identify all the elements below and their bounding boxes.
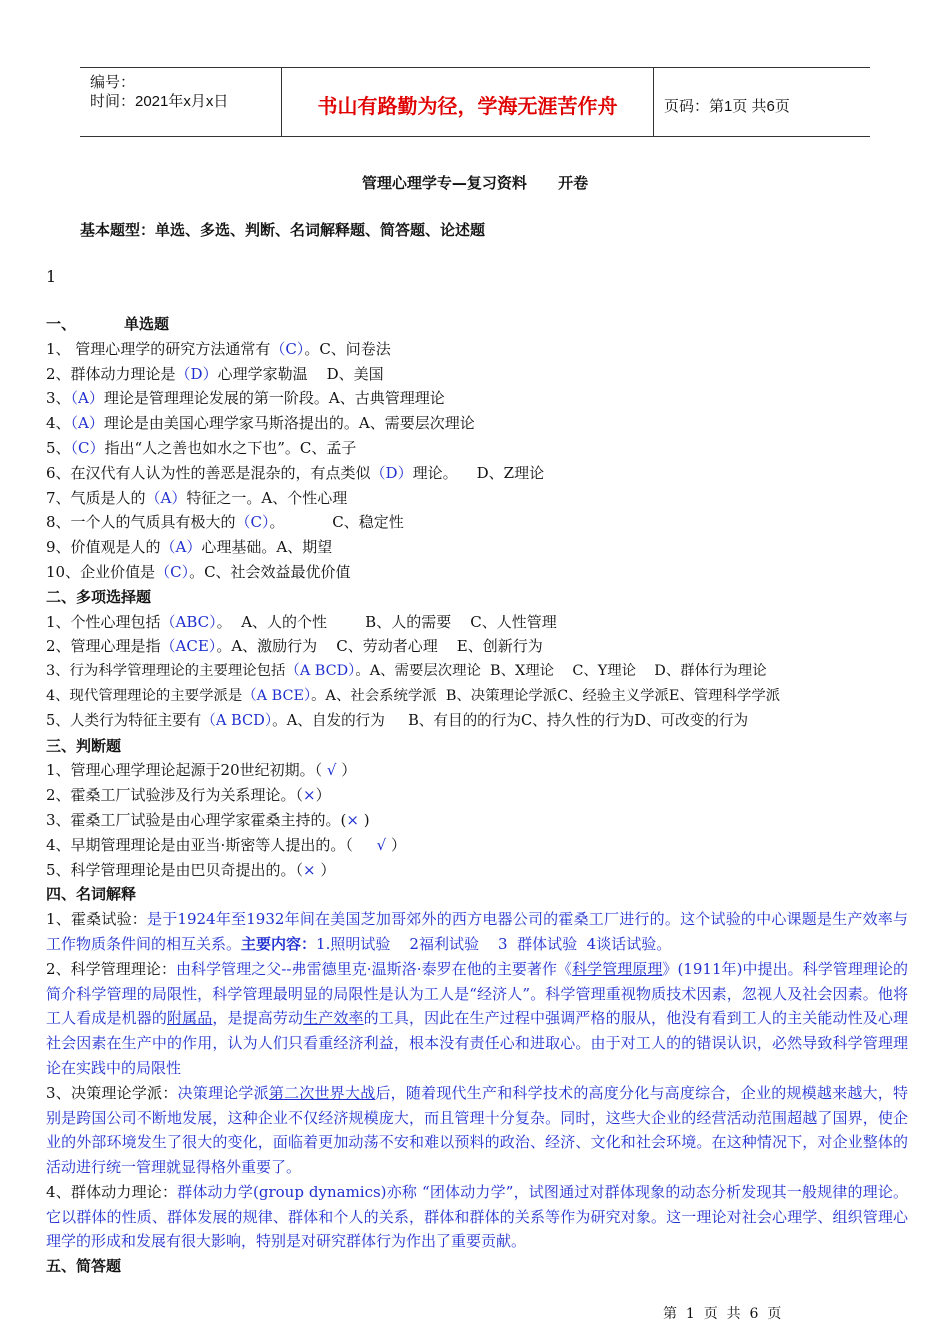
question (46, 411, 908, 436)
doc-title: 管理心理学专—复习资料 开卷 (361, 174, 589, 192)
question (46, 386, 908, 411)
question-text: 2、霍桑工厂试验涉及行为关系理论。（ (46, 786, 304, 805)
definition-text: 决策理论学派 (177, 1083, 269, 1102)
question (46, 436, 908, 461)
definition-term: 2、科学管理理论： (46, 959, 176, 978)
question (46, 535, 908, 560)
question-text: 8、一个人的气质具有极大的 (46, 513, 236, 532)
question-text: 2、管理心理是指 (46, 637, 161, 656)
answer: （C） (270, 339, 305, 358)
question (46, 461, 908, 486)
answer: （C） (70, 438, 105, 457)
question-option: 理论是管理理论发展的第一阶段。A、古典管理理论 (103, 389, 445, 408)
answer: （C） (155, 562, 190, 581)
motto: 书山有路勤为径，学海无涯苦作舟 (317, 94, 618, 118)
definition-link[interactable]: 科学管理原理 (572, 959, 663, 978)
question-types: 基本题型：单选、多选、判断、名词解释题、简答题、论述题 (80, 221, 486, 239)
definition-term: 3、决策理论学派： (46, 1083, 178, 1102)
question-option: 心理基础。A、期望 (201, 538, 333, 557)
answer: （A） (145, 488, 187, 507)
section-num: 一、 (46, 315, 77, 333)
question-option: ） (315, 786, 331, 805)
question-text: 5、科学管理理论是由巴贝奇提出的。（ (46, 860, 304, 879)
question-option: 心理学家勒温 D、美国 (217, 364, 384, 383)
definition-term: 4、群体动力理论： (46, 1182, 178, 1201)
section-number: 1 (46, 267, 57, 286)
question-option: 。C、问卷法 (304, 339, 391, 358)
definition-link[interactable]: 附属品 (167, 1009, 213, 1028)
answer: （A BCD） (285, 663, 356, 680)
definition-hawthorne (46, 907, 908, 957)
page-label: 页码：第1页 共6页 (664, 98, 790, 115)
main-content (46, 312, 908, 1279)
section-title: 单选题 (124, 315, 170, 333)
answer: × (346, 810, 364, 829)
answer: × (303, 860, 321, 879)
question-option: 。A、激励行为 C、劳动者心理 E、创新行为 (216, 637, 543, 656)
answer: （ACE） (160, 637, 217, 656)
answer: （A） (70, 414, 104, 433)
question (46, 610, 908, 635)
section-judgement-title: 三、判断题 (46, 736, 122, 755)
question (46, 783, 908, 808)
question-option: 特征之一。A、个性心理 (186, 488, 348, 507)
definition-text: ，是提高劳动 (212, 1009, 304, 1028)
time-label: 时间：2021年x月x日 (90, 93, 229, 110)
definition-text: 是于1924年至1932年间在美国芝加哥郊外的西方电器公司的霍桑工厂进行的。这个试验的中心课题是生产效率与工作物质条件间的相互关系。 (46, 910, 908, 953)
number-label: 编号： (90, 74, 136, 91)
definition-link[interactable]: 第二次世界大战 (268, 1083, 376, 1102)
question-text: 2、群体动力理论是 (46, 364, 176, 383)
page-header (80, 67, 870, 137)
answer: （D） (175, 364, 218, 383)
section-definitions-title: 四、名词解释 (46, 885, 137, 904)
question (46, 560, 908, 585)
question-option: 。A、需要层次理论 B、X理论 C、Y理论 D、群体行为理论 (355, 663, 767, 680)
question (46, 808, 908, 833)
definition-text: 》(1911年)中提出。科学管理理论的简介科学管理的局限性，科学管理最明显的局限性是认为工人是“经济人”。科学管理重视物质技术因素，忽视人及社会因素。他将工人看成是机器的 (46, 959, 908, 1028)
question-text: 3、 (46, 389, 71, 408)
question-option: 。C、社会效益最优价值 (189, 562, 351, 581)
header-info-cell (80, 68, 282, 136)
answer: × (303, 786, 316, 805)
question (46, 858, 908, 883)
definition-text: 由科学管理之父--弗雷德里克·温斯洛·泰罗在他的主要著作《 (176, 959, 573, 978)
page-footer: 第 1 页 共 6 页 (663, 1306, 782, 1322)
question-option: ） (391, 835, 407, 854)
header-page-cell (654, 68, 870, 136)
question-text: 4、现代管理理论的主要学派是 (46, 687, 243, 704)
question-text: 1、 管理心理学的研究方法通常有 (46, 339, 271, 358)
question-option: 指出“人之善也如水之下也”。C、孟子 (104, 438, 357, 457)
question-text: 3、行为科学管理理论的主要理论包括 (46, 663, 286, 680)
question-text: 3、霍桑工厂试验是由心理学家霍桑主持的。( (46, 810, 347, 829)
answer: （C） (235, 513, 270, 532)
definition-text: 的工具，因此在生产过程中强调严格的服从，他没有看到工人的主关能动性及心理社会因素在生产中的作用，认为人们只看重经济利益，根本没有责任心和进取心。由于对工人的的错误认识，必然导致科学管理理论在实践中的局限性 (46, 1009, 908, 1077)
question (46, 659, 908, 684)
definition-scientific-management (46, 957, 908, 1081)
question (46, 362, 908, 387)
section-single-choice-title (46, 312, 908, 337)
question (46, 709, 908, 734)
question-option: ） (320, 860, 336, 879)
question-text: 4、 (46, 414, 71, 433)
question (46, 634, 908, 659)
answer: √ (322, 761, 342, 780)
question-text: 10、企业价值是 (46, 562, 156, 581)
question (46, 684, 908, 709)
question-text: 7、气质是人的 (46, 488, 146, 507)
definition-link[interactable]: 生产效率 (303, 1009, 364, 1028)
definition-decision-school (46, 1081, 908, 1180)
definition-text: 1.照明试验 2福利试验 3 群体试验 4谈话试验。 (316, 934, 672, 953)
answer: √ (352, 835, 391, 854)
question (46, 486, 908, 511)
question-option: 理论是由美国心理学家马斯洛提出的。A、需要层次理论 (103, 414, 475, 433)
section-short-answer-title: 五、简答题 (46, 1257, 122, 1276)
question-text: 4、早期管理理论是由亚当·斯密等人提出的。（ (46, 835, 353, 854)
question-text: 5、人类行为特征主要有 (46, 711, 202, 729)
definition-term: 1、霍桑试验： (46, 910, 148, 929)
question-option: 。 C、稳定性 (269, 513, 404, 532)
question-option: ) (363, 810, 370, 829)
header-motto-cell (282, 68, 654, 136)
question-text: 1、个性心理包括 (46, 612, 161, 631)
answer: （ABC） (160, 612, 217, 631)
question-option: 。A、自发的行为 B、有目的的行为C、持久性的行为D、可改变的行为 (272, 711, 749, 729)
question-option: 。A、社会系统学派 B、决策理论学派C、经验主义学派E、管理科学学派 (311, 687, 781, 704)
answer: （A） (160, 538, 202, 557)
question (46, 758, 908, 783)
definition-text: 后，随着现代生产和科学技术的高度分化与高度综合，企业的规模越来越大，特别是跨国公司不断地发展，这种企业不仅经济规模庞大，而且管理十分复杂。同时，这些大企业的经营活动范围超越了国界，使企业的外部环境发生了很大的变化，面临着更加动荡不安和难以预料的政治、经济、文化和社会环境。在这种情况下，对企业整体的活动进行统一管理就显得格外重要了。 (46, 1083, 908, 1177)
question-option: 。 A、人的个性 B、人的需要 C、人性管理 (216, 612, 557, 631)
question (46, 510, 908, 535)
question-option: ） (341, 761, 357, 780)
definition-text: 群体动力学(group dynamics)亦称 “团体动力学”，试图通过对群体现象的动态分析发现其一般规律的理论。它以群体的性质、群体发展的规律、群体和个人的关系，群体和群体的关系等作为研究对象。这一理论对社会心理学、组织管理心理学的形成和发展有很大影响，特别是对研究群体行为作出了重要贡献。 (46, 1182, 908, 1251)
answer: （A BCD） (201, 711, 273, 729)
section-multi-choice-title: 二、多项选择题 (46, 587, 152, 606)
answer: （A BCE） (242, 687, 312, 704)
answer: （A） (70, 389, 104, 408)
question-text: 1、管理心理学理论起源于20世纪初期。（ (46, 761, 323, 780)
question-text: 9、价值观是人的 (46, 538, 161, 557)
question-text: 6、在汉代有人认为性的善恶是混杂的，有点类似 (46, 463, 371, 482)
question (46, 833, 908, 858)
definition-group-dynamics (46, 1180, 908, 1254)
question-text: 5、 (46, 438, 71, 457)
definition-bold: 主要内容： (241, 934, 317, 953)
answer: （D） (370, 463, 413, 482)
question (46, 337, 908, 362)
question-option: 理论。 D、Z理论 (412, 463, 545, 482)
